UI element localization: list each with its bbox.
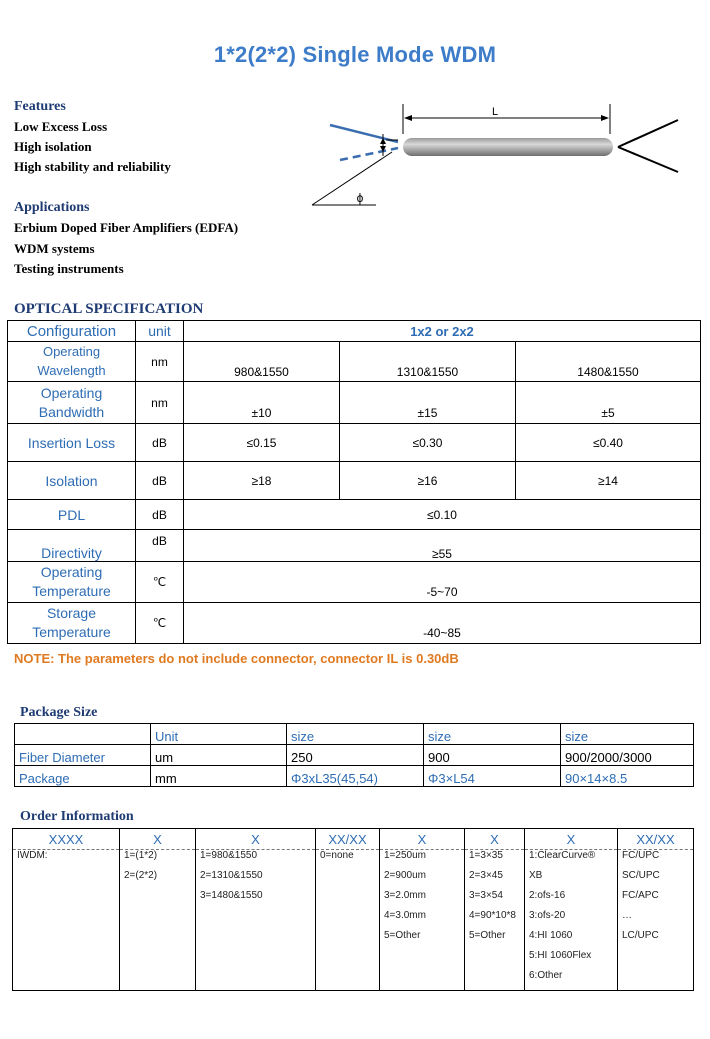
header-unit: unit	[136, 321, 184, 342]
order-cell: FC/APC	[618, 890, 694, 910]
value-cell: 980&1550	[184, 342, 340, 382]
unit-cell: mm	[151, 766, 287, 787]
application-item: Testing instruments	[14, 261, 124, 276]
order-cell	[316, 930, 380, 950]
value-cell: 1480&1550	[516, 342, 701, 382]
order-cell	[196, 950, 316, 970]
order-cell	[618, 950, 694, 970]
order-cell: …	[618, 910, 694, 930]
order-cell: SC/UPC	[618, 870, 694, 890]
table-row	[8, 424, 701, 462]
order-cell: 4=3.0mm	[380, 910, 465, 930]
unit-cell: ℃	[136, 603, 184, 644]
order-cell: 1=3×35	[465, 850, 525, 871]
param-label: Operating Wavelength	[8, 342, 136, 382]
table-row	[8, 342, 701, 382]
order-cell: 4=90*10*8	[465, 910, 525, 930]
order-cell: 4:HI 1060	[525, 930, 618, 950]
value-cell: ≤0.15	[184, 424, 340, 462]
header-cell	[15, 724, 151, 745]
order-cell	[120, 950, 196, 970]
header-cell: Unit	[151, 724, 287, 745]
order-cell	[13, 890, 120, 910]
order-cell	[13, 910, 120, 930]
table-row	[8, 462, 701, 500]
order-cell: 2=1310&1550	[196, 870, 316, 890]
table-row	[8, 603, 701, 644]
application-item: WDM systems	[14, 241, 95, 256]
order-cell: 0=none	[316, 850, 380, 871]
order-cell: 1=250um	[380, 850, 465, 871]
table-row	[13, 910, 694, 930]
value-cell: -40~85	[184, 603, 701, 644]
package-size-heading: Package Size	[20, 705, 98, 720]
value-cell: ±15	[340, 382, 516, 424]
table-row	[8, 562, 701, 603]
unit-cell: dB	[136, 500, 184, 530]
table-row	[13, 870, 694, 890]
header-configuration: Configuration	[8, 321, 136, 342]
order-info-heading: Order Information	[20, 809, 134, 824]
param-label: PDL	[8, 500, 136, 530]
param-label: Insertion Loss	[8, 424, 136, 462]
order-cell: IWDM:	[13, 850, 120, 871]
header-cell: size	[424, 724, 561, 745]
order-cell: 5=Other	[465, 930, 525, 950]
value-cell: Φ3xL35(45,54)	[287, 766, 424, 787]
header-cell: X	[120, 829, 196, 850]
feature-item: High stability and reliability	[14, 159, 171, 174]
order-cell: 5:HI 1060Flex	[525, 950, 618, 970]
param-label: Operating Bandwidth	[8, 382, 136, 424]
wdm-device-diagram	[300, 100, 690, 215]
order-cell: 2=900um	[380, 870, 465, 890]
unit-cell: ℃	[136, 562, 184, 603]
order-cell	[465, 970, 525, 991]
order-cell	[120, 970, 196, 991]
order-cell: 5=Other	[380, 930, 465, 950]
features-heading: Features	[14, 99, 66, 114]
order-cell: 1=980&1550	[196, 850, 316, 871]
table-header-row	[8, 321, 701, 342]
value-cell: ≤0.10	[184, 500, 701, 530]
table-row	[13, 890, 694, 910]
order-cell	[13, 870, 120, 890]
value-cell: ≥14	[516, 462, 701, 500]
optical-spec-heading: OPTICAL SPECIFICATION	[14, 301, 204, 317]
order-cell	[120, 930, 196, 950]
length-label: L	[491, 106, 499, 118]
table-row	[8, 530, 701, 562]
value-cell: 1310&1550	[340, 342, 516, 382]
header-value: 1x2 or 2x2	[184, 321, 701, 342]
order-information-table	[12, 828, 694, 991]
coupler-tube	[403, 138, 613, 156]
param-label: Isolation	[8, 462, 136, 500]
value-cell: ≤0.40	[516, 424, 701, 462]
order-cell	[13, 930, 120, 950]
value-cell: ≥16	[340, 462, 516, 500]
order-cell: 2:ofs-16	[525, 890, 618, 910]
table-row	[13, 970, 694, 991]
order-cell	[380, 970, 465, 991]
value-cell: ≥55	[184, 530, 701, 562]
table-header-row	[15, 724, 694, 745]
value-cell: ≥18	[184, 462, 340, 500]
unit-cell: nm	[136, 382, 184, 424]
order-cell: 2=(2*2)	[120, 870, 196, 890]
order-cell	[316, 910, 380, 930]
table-row	[15, 745, 694, 766]
header-cell: X	[196, 829, 316, 850]
angle-label: ϕ	[356, 191, 364, 205]
order-cell	[196, 930, 316, 950]
unit-cell: um	[151, 745, 287, 766]
unit-cell: dB	[136, 424, 184, 462]
header-cell: XX/XX	[316, 829, 380, 850]
feature-item: High isolation	[14, 139, 92, 154]
order-cell	[465, 950, 525, 970]
param-label: Directivity	[8, 530, 136, 562]
unit-cell: dB	[136, 530, 184, 562]
value-cell: 90×14×8.5	[561, 766, 694, 787]
order-cell: 2=3×45	[465, 870, 525, 890]
page-title: 1*2(2*2) Single Mode WDM	[213, 42, 497, 67]
value-cell: Φ3×L54	[424, 766, 561, 787]
value-cell: ±5	[516, 382, 701, 424]
header-cell: XXXX	[13, 829, 120, 850]
order-cell	[120, 890, 196, 910]
header-cell: size	[561, 724, 694, 745]
table-row	[8, 500, 701, 530]
order-cell: 3=2.0mm	[380, 890, 465, 910]
order-cell	[316, 950, 380, 970]
value-cell: -5~70	[184, 562, 701, 603]
package-size-table	[14, 723, 694, 787]
table-row	[13, 850, 694, 871]
value-cell: ±10	[184, 382, 340, 424]
order-cell: XB	[525, 870, 618, 890]
applications-heading: Applications	[14, 200, 90, 215]
param-label: Storage Temperature	[8, 603, 136, 644]
order-cell: 1:ClearCurve®	[525, 850, 618, 871]
order-cell	[196, 970, 316, 991]
order-cell: 1=(1*2)	[120, 850, 196, 871]
optical-spec-table	[7, 320, 701, 644]
value-cell: ≤0.30	[340, 424, 516, 462]
unit-cell: nm	[136, 342, 184, 382]
order-cell	[196, 910, 316, 930]
order-cell	[316, 970, 380, 991]
order-cell: 3:ofs-20	[525, 910, 618, 930]
application-item: Erbium Doped Fiber Amplifiers (EDFA)	[14, 220, 239, 235]
row-label: Fiber Diameter	[15, 745, 151, 766]
table-row	[13, 950, 694, 970]
table-row	[13, 930, 694, 950]
value-cell: 900/2000/3000	[561, 745, 694, 766]
note-text: NOTE: The parameters do not include connector, connector IL is 0.30dB	[14, 651, 459, 666]
param-label: Operating Temperature	[8, 562, 136, 603]
order-cell	[618, 970, 694, 991]
order-cell	[13, 970, 120, 991]
value-cell: 250	[287, 745, 424, 766]
order-cell: 6:Other	[525, 970, 618, 991]
table-row	[8, 382, 701, 424]
order-cell	[316, 890, 380, 910]
table-header-row	[13, 829, 694, 850]
header-cell: XX/XX	[618, 829, 694, 850]
value-cell: 900	[424, 745, 561, 766]
header-cell: X	[525, 829, 618, 850]
header-cell: X	[380, 829, 465, 850]
order-cell	[120, 910, 196, 930]
table-row	[15, 766, 694, 787]
unit-cell: dB	[136, 462, 184, 500]
header-cell: size	[287, 724, 424, 745]
row-label: Package	[15, 766, 151, 787]
order-cell: LC/UPC	[618, 930, 694, 950]
order-cell: 3=1480&1550	[196, 890, 316, 910]
header-cell: X	[465, 829, 525, 850]
order-cell: 3=3×54	[465, 890, 525, 910]
order-cell	[380, 950, 465, 970]
order-cell	[316, 870, 380, 890]
order-cell	[13, 950, 120, 970]
order-cell: FC/UPC	[618, 850, 694, 871]
feature-item: Low Excess Loss	[14, 119, 108, 134]
